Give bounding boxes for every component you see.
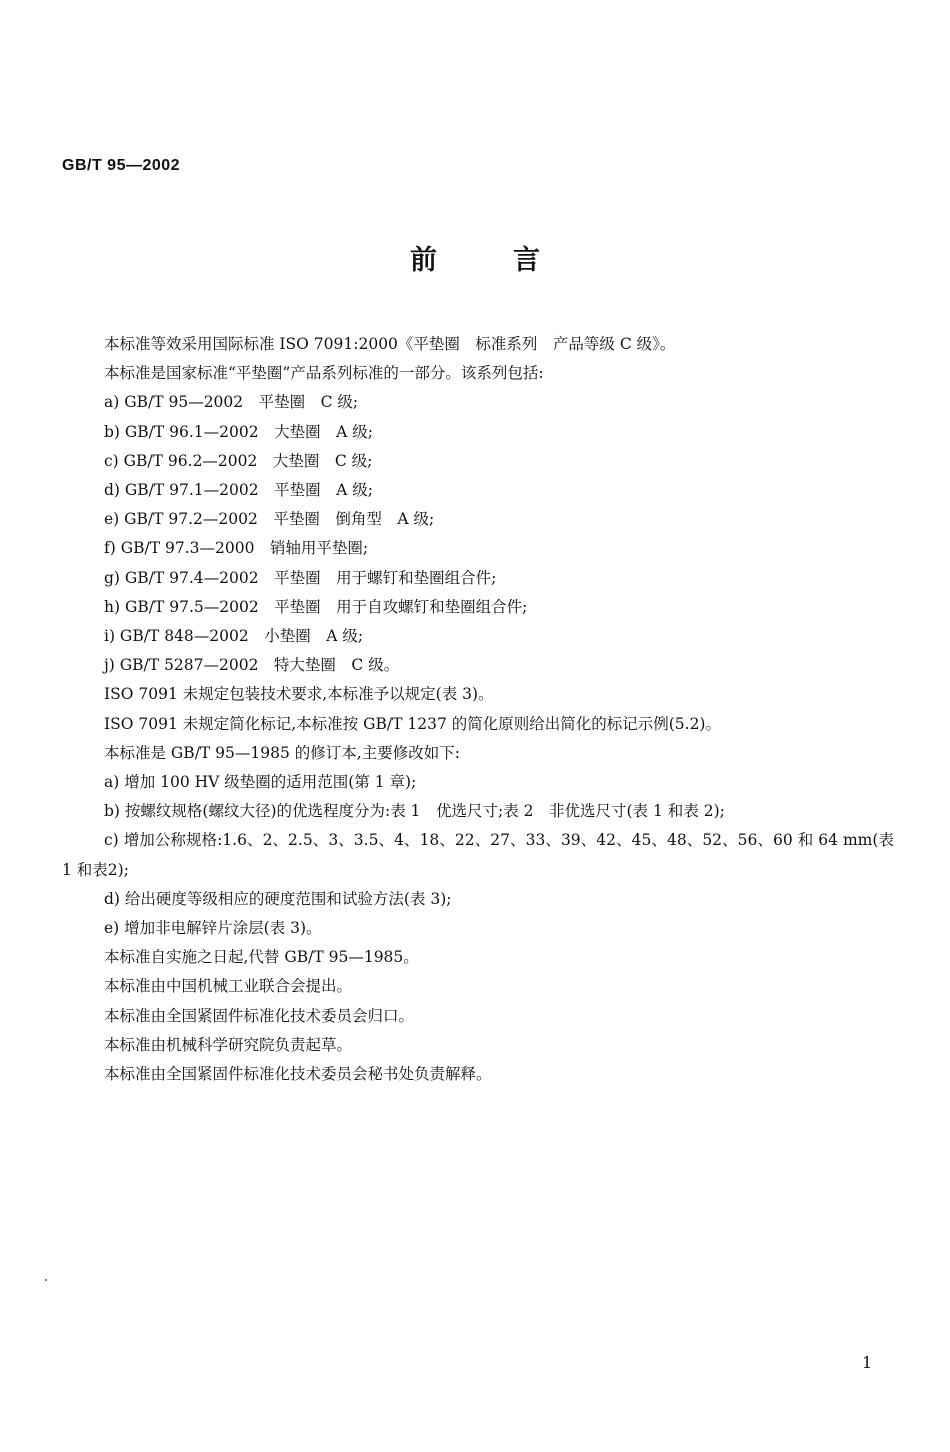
paragraph: 本标准等效采用国际标准 ISO 7091:2000《平垫圈 标准系列 产品等级 C 级》。 — [104, 335, 676, 353]
standard-code: GB/T 95—2002 — [62, 157, 181, 174]
foreword-body — [62, 330, 894, 1089]
paragraph: 本标准由中国机械工业联合会提出。 — [104, 977, 353, 996]
list-item: e) 增加非电解锌片涂层(表 3)。 — [104, 919, 322, 938]
list-item: j) GB/T 5287—2002 特大垫圈 C 级。 — [104, 656, 400, 675]
paragraph: 本标准由全国紧固件标准化技术委员会秘书处负责解释。 — [104, 1065, 492, 1084]
paragraph: ISO 7091 未规定包装技术要求,本标准予以规定(表 3)。 — [104, 685, 494, 704]
list-item: a) GB/T 95—2002 平垫圈 C 级; — [104, 393, 359, 412]
scan-speck — [45, 1279, 47, 1281]
list-item: h) GB/T 97.5—2002 平垫圈 用于自攻螺钉和垫圈组合件; — [104, 597, 528, 616]
list-item: f) GB/T 97.3—2000 销轴用平垫圈; — [104, 539, 369, 558]
page-number: 1 — [862, 1353, 873, 1372]
list-item: b) GB/T 96.1—2002 大垫圈 A 级; — [104, 422, 373, 441]
list-item: b) 按螺纹规格(螺纹大径)的优选程度分为:表 1 优选尺寸;表 2 非优选尺寸(表 1 和表 2); — [104, 802, 725, 821]
list-item: a) 增加 100 HV 级垫圈的适用范围(第 1 章); — [104, 773, 417, 792]
paragraph: 本标准由全国紧固件标准化技术委员会归口。 — [104, 1006, 415, 1025]
paragraph: 本标准自实施之日起,代替 GB/T 95—1985。 — [104, 948, 419, 967]
page-title: 前言 — [410, 245, 616, 276]
paragraph: ISO 7091 未规定简化标记,本标准按 GB/T 1237 的简化原则给出简化的标记示例(5.2)。 — [104, 714, 721, 733]
list-item: c) 增加公称规格:1.6、2、2.5、3、3.5、4、18、22、27、33、39、42、45、48、52、56、60 和 64 mm(表 1 和表2); — [62, 831, 894, 879]
paragraph: 本标准是 GB/T 95—1985 的修订本,主要修改如下: — [104, 743, 460, 762]
list-item: d) 给出硬度等级相应的硬度范围和试验方法(表 3); — [104, 889, 452, 908]
paragraph: 本标准是国家标准“平垫圈”产品系列标准的一部分。该系列包括: — [104, 364, 544, 383]
list-item: e) GB/T 97.2—2002 平垫圈 倒角型 A 级; — [104, 510, 435, 529]
list-item: c) GB/T 96.2—2002 大垫圈 C 级; — [104, 451, 373, 470]
list-item: d) GB/T 97.1—2002 平垫圈 A 级; — [104, 481, 373, 500]
list-item: g) GB/T 97.4—2002 平垫圈 用于螺钉和垫圈组合件; — [104, 568, 497, 587]
paragraph: 本标准由机械科学研究院负责起草。 — [104, 1035, 353, 1054]
list-item: i) GB/T 848—2002 小垫圈 A 级; — [104, 627, 364, 646]
